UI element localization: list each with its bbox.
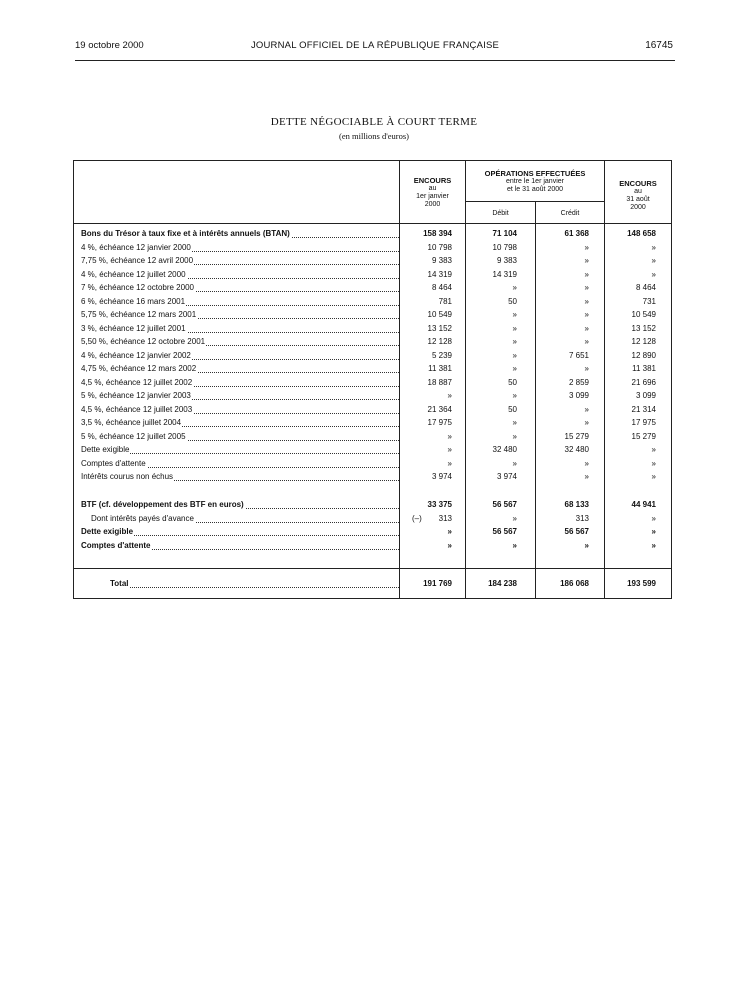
table-row xyxy=(74,444,671,458)
cell-encours-fin: » xyxy=(651,458,656,468)
cell-encours-debut: 14 319 xyxy=(427,269,452,279)
cell-debit: » xyxy=(512,310,517,319)
table-row xyxy=(74,228,671,242)
header-journal-title: JOURNAL OFFICIEL DE LA RÉPUBLIQUE FRANÇAISE xyxy=(250,40,500,51)
cell-encours-debut: 10 549 xyxy=(427,310,452,319)
cell-encours-debut: 10 798 xyxy=(427,242,452,252)
cell-debit: 50 xyxy=(508,404,517,414)
cell-debit: 9 383 xyxy=(496,256,517,265)
row-label: Dont intérêts payés d'avance xyxy=(91,514,399,525)
cell-debit: 50 xyxy=(508,377,517,387)
cell-credit: 3 099 xyxy=(568,391,589,400)
cell-debit: » xyxy=(512,418,517,427)
table-title: DETTE NÉGOCIABLE À COURT TERME xyxy=(270,116,478,128)
cell-encours-debut: » xyxy=(447,445,452,454)
cell-credit: 2 859 xyxy=(568,377,589,387)
cell-encours-debut: 781 xyxy=(438,296,452,306)
cell-encours-fin: 21 696 xyxy=(631,377,656,387)
row-label: 3,5 %, échéance juillet 2004 xyxy=(81,418,399,429)
table-row xyxy=(74,269,671,283)
table-row xyxy=(74,458,671,472)
cell-encours-fin: 8 464 xyxy=(635,283,656,292)
cell-credit: 56 567 xyxy=(564,527,589,536)
cell-encours-fin: 731 xyxy=(642,296,656,306)
cell-debit: 50 xyxy=(508,296,517,306)
table-row xyxy=(74,282,671,296)
row-label: 5,50 %, échéance 12 octobre 2001 xyxy=(81,337,399,348)
cell-encours-debut: 13 152 xyxy=(427,323,452,333)
header-subrule xyxy=(465,201,604,202)
cell-credit: 32 480 xyxy=(564,445,589,454)
total-rule xyxy=(74,568,671,569)
cell-encours-debut: » xyxy=(447,391,452,400)
cell-debit: 71 104 xyxy=(492,229,517,238)
total-debit: 184 238 xyxy=(488,579,517,588)
header-debit: Débit xyxy=(492,210,509,217)
table-row xyxy=(74,323,671,337)
cell-debit: » xyxy=(512,337,517,346)
cell-debit: » xyxy=(512,458,517,468)
cell-credit: » xyxy=(584,404,589,414)
cell-credit: » xyxy=(584,296,589,306)
row-label: 4 %, échéance 12 janvier 2000 xyxy=(81,243,399,254)
cell-credit: » xyxy=(584,458,589,468)
cell-encours-debut: » xyxy=(447,540,452,550)
cell-encours-debut: 5 239 xyxy=(431,350,452,360)
table-row xyxy=(74,499,671,513)
cell-credit: » xyxy=(584,256,589,265)
cell-debit: » xyxy=(512,540,517,550)
cell-encours-debut: 313 xyxy=(438,513,452,523)
total-credit: 186 068 xyxy=(560,579,589,588)
row-label: 5,75 %, échéance 12 mars 2001 xyxy=(81,310,399,321)
cell-encours-debut: » xyxy=(447,527,452,536)
cell-encours-fin: » xyxy=(651,256,656,265)
table-row xyxy=(74,431,671,445)
table-row xyxy=(74,309,671,323)
cell-debit: » xyxy=(512,391,517,400)
cell-debit: 56 567 xyxy=(492,500,517,509)
row-label: 5 %, échéance 12 janvier 2003 xyxy=(81,391,399,402)
cell-encours-debut: 11 381 xyxy=(428,364,452,373)
cell-encours-fin: 44 941 xyxy=(631,500,656,509)
cell-encours-fin: » xyxy=(651,513,656,523)
cell-encours-fin: 21 314 xyxy=(631,404,656,414)
table-row xyxy=(74,296,671,310)
row-label: 4,5 %, échéance 12 juillet 2002 xyxy=(81,378,399,389)
cell-encours-fin: » xyxy=(651,540,656,550)
cell-debit: » xyxy=(512,323,517,333)
table-row xyxy=(74,336,671,350)
cell-credit: 61 368 xyxy=(564,229,589,238)
cell-encours-debut: 12 128 xyxy=(427,337,452,346)
cell-debit: 3 974 xyxy=(496,472,517,481)
page-header xyxy=(75,40,675,54)
cell-credit: » xyxy=(584,540,589,550)
table-row xyxy=(74,513,671,527)
cell-credit: » xyxy=(584,310,589,319)
cell-debit: » xyxy=(512,364,517,373)
row-label: 6 %, échéance 16 mars 2001 xyxy=(81,297,399,308)
cell-encours-debut: 9 383 xyxy=(431,256,452,265)
cell-debit: 10 798 xyxy=(492,242,517,252)
row-label: 7 %, échéance 12 octobre 2000 xyxy=(81,283,399,294)
cell-encours-debut: 158 394 xyxy=(423,229,452,238)
cell-encours-fin: » xyxy=(651,472,656,481)
cell-debit: » xyxy=(512,513,517,523)
row-label: Dette exigible xyxy=(81,445,399,456)
cell-credit: 7 651 xyxy=(568,350,589,360)
total-encours-debut: 191 769 xyxy=(423,579,452,588)
cell-credit: » xyxy=(584,269,589,279)
row-label: 3 %, échéance 12 juillet 2001 xyxy=(81,324,399,335)
row-label: 4 %, échéance 12 janvier 2002 xyxy=(81,351,399,362)
minus-sign: (–) xyxy=(412,513,422,523)
cell-debit: » xyxy=(512,431,517,441)
total-row xyxy=(74,578,671,592)
cell-encours-fin: 12 128 xyxy=(631,337,656,346)
table-row xyxy=(74,255,671,269)
cell-encours-debut: 17 975 xyxy=(427,418,452,427)
row-label: Bons du Trésor à taux fixe et à intérêts annuels (BTAN) xyxy=(81,229,399,240)
cell-credit: » xyxy=(584,364,589,373)
cell-debit: 14 319 xyxy=(492,269,517,279)
table-row xyxy=(74,350,671,364)
cell-encours-fin: » xyxy=(651,242,656,252)
row-label: Comptes d'attente xyxy=(81,541,399,552)
cell-encours-debut: 8 464 xyxy=(431,283,452,292)
row-label: Intérêts courus non échus xyxy=(81,472,399,483)
table-row xyxy=(74,242,671,256)
cell-encours-debut: 33 375 xyxy=(427,500,452,509)
cell-credit: » xyxy=(584,472,589,481)
cell-debit: » xyxy=(512,350,517,360)
table-row xyxy=(74,363,671,377)
row-label: Comptes d'attente xyxy=(81,459,399,470)
cell-encours-fin: » xyxy=(651,445,656,454)
cell-encours-debut: » xyxy=(447,458,452,468)
header-encours-debut: ENCOURS au 1er janvier 2000 xyxy=(413,176,452,208)
table-row xyxy=(74,526,671,540)
cell-encours-fin: 11 381 xyxy=(632,364,656,373)
total-encours-fin: 193 599 xyxy=(627,579,656,588)
header-operations: OPÉRATIONS EFFECTUÉES entre le 1er janvier et le 31 août 2000 xyxy=(484,169,586,193)
cell-encours-debut: » xyxy=(447,431,452,441)
cell-encours-debut: 3 974 xyxy=(431,472,452,481)
row-label: 4,75 %, échéance 12 mars 2002 xyxy=(81,364,399,375)
cell-encours-fin: 17 975 xyxy=(631,418,656,427)
cell-encours-fin: » xyxy=(651,269,656,279)
row-label: Dette exigible xyxy=(81,527,399,538)
cell-encours-fin: » xyxy=(651,527,656,536)
cell-encours-fin: 15 279 xyxy=(631,431,656,441)
header-page-number: 16745 xyxy=(645,40,673,51)
row-label: 7,75 %, échéance 12 avril 2000 xyxy=(81,256,399,267)
header-rule xyxy=(75,60,675,61)
header-bottom-rule xyxy=(74,223,671,224)
total-label: Total xyxy=(110,579,399,590)
cell-credit: » xyxy=(584,323,589,333)
table-subtitle: (en millions d'euros) xyxy=(339,131,409,141)
cell-credit: » xyxy=(584,337,589,346)
cell-encours-fin: 3 099 xyxy=(635,391,656,400)
cell-credit: 15 279 xyxy=(564,431,589,441)
table-row xyxy=(74,404,671,418)
cell-credit: » xyxy=(584,283,589,292)
row-label: 4,5 %, échéance 12 juillet 2003 xyxy=(81,405,399,416)
cell-credit: » xyxy=(584,418,589,427)
debt-table xyxy=(73,160,672,599)
table-row xyxy=(74,540,671,554)
cell-debit: 56 567 xyxy=(492,527,517,536)
cell-encours-debut: 21 364 xyxy=(427,404,452,414)
cell-encours-fin: 13 152 xyxy=(631,323,656,333)
header-credit: Crédit xyxy=(560,210,580,217)
cell-encours-fin: 148 658 xyxy=(627,229,656,238)
cell-debit: 32 480 xyxy=(492,445,517,454)
header-encours-fin: ENCOURS au 31 août 2000 xyxy=(619,179,657,211)
table-row xyxy=(74,417,671,431)
header-date: 19 octobre 2000 xyxy=(75,40,144,51)
cell-credit: 313 xyxy=(575,513,589,523)
row-label: BTF (cf. développement des BTF en euros) xyxy=(81,500,399,511)
row-label: 4 %, échéance 12 juillet 2000 xyxy=(81,270,399,281)
table-row xyxy=(74,471,671,485)
cell-credit: » xyxy=(584,242,589,252)
cell-debit: » xyxy=(512,283,517,292)
cell-credit: 68 133 xyxy=(564,500,589,509)
cell-encours-fin: 12 890 xyxy=(631,350,656,360)
cell-encours-fin: 10 549 xyxy=(631,310,656,319)
table-row xyxy=(74,390,671,404)
row-label: 5 %, échéance 12 juillet 2005 xyxy=(81,432,399,443)
table-row xyxy=(74,377,671,391)
cell-encours-debut: 18 887 xyxy=(427,377,452,387)
